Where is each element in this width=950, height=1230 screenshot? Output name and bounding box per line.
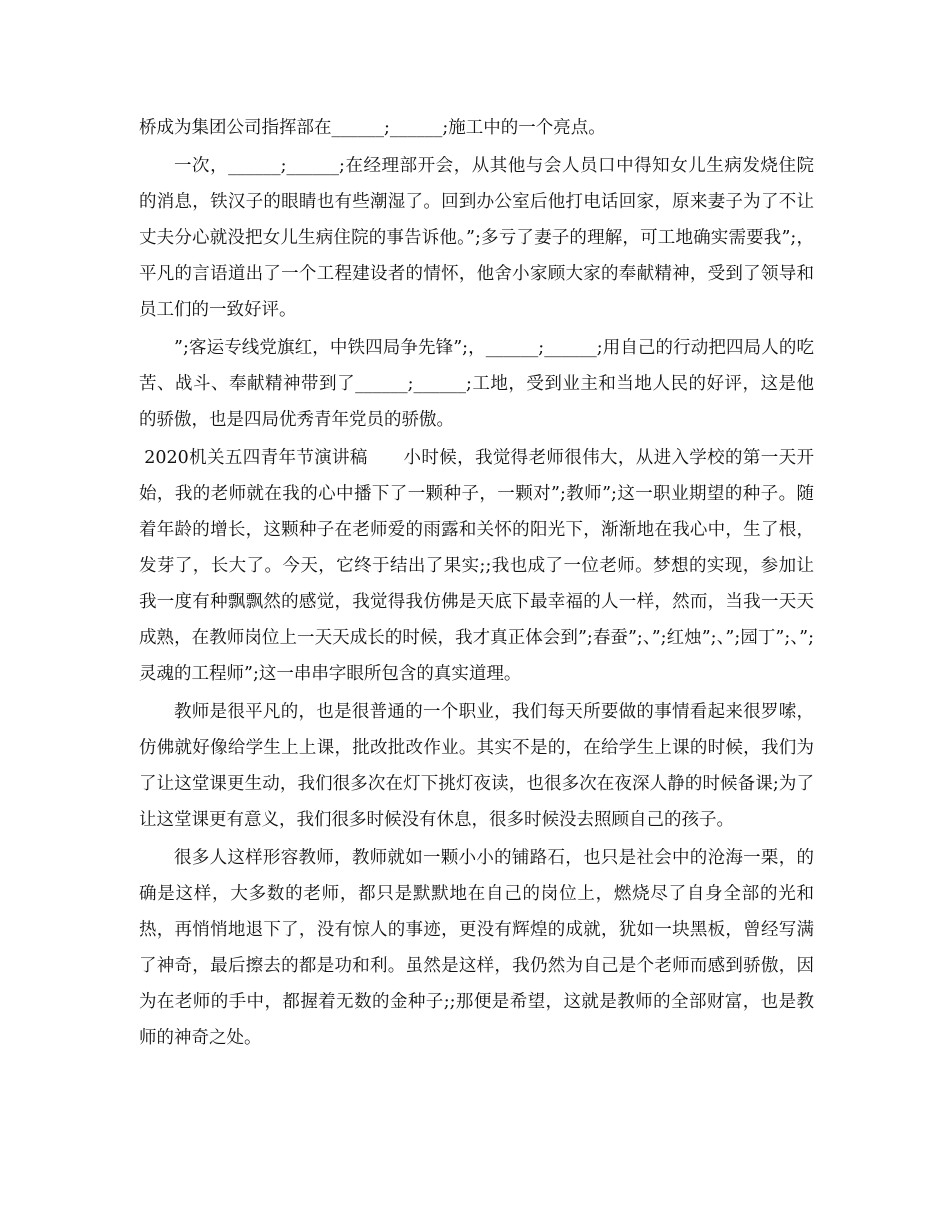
paragraph-1: 桥成为集团公司指挥部在______;______;施工中的一个亮点。 bbox=[139, 118, 606, 138]
paragraph-2: 一次，______;______;在经理部开会，从其他与会人员口中得知女儿生病发烧住院的消息，铁汉子的眼睛也有些潮湿了。回到办公室后他打电话回家，原来妻子为了不让丈夫分心就没把女儿生病住院的事告诉他。”;多亏了妻子的理解，可工地确实需要我”;，平凡的言语道出了一个工程建设者的情怀，他舍小家顾大家的奉献精神，受到了领导和员工们的一致好评。 bbox=[139, 156, 814, 320]
paragraph-3: ”;客运专线党旗红，中铁四局争先锋”;，______;______;用自己的行动把四局人的吃苦、战斗、奉献精神带到了______;______;工地，受到业主和当地人民的好评，这是他的骄傲，也是四局优秀青年党员的骄傲。 bbox=[139, 338, 814, 430]
paragraph-4: 2020机关五四青年节演讲稿 小时候，我觉得老师很伟大，从进入学校的第一天开始，我的老师就在我的心中播下了一颗种子，一颗对”;教师”;这一职业期望的种子。随着年龄的增长，这颗种子在老师爱的雨露和关怀的阳光下，渐渐地在我心中，生了根，发芽了，长大了。今天，它终于结出了果实;;我也成了一位老师。梦想的实现，参加让我一度有种飘飘然的感觉，我觉得我仿佛是天底下最幸福的人一样，然而，当我一天天成熟，在教师岗位上一天天成长的时候，我才真正体会到”;春蚕”;、”;红烛”;、”;园丁”;、”;灵魂的工程师”;这一串串字眼所包含的真实道理。 bbox=[139, 448, 814, 684]
paragraph-5: 教师是很平凡的，也是很普通的一个职业，我们每天所要做的事情看起来很罗嗦，仿佛就好像给学生上上课，批改批改作业。其实不是的，在给学生上课的时候，我们为了让这堂课更生动，我们很多次在灯下挑灯夜读，也很多次在夜深人静的时候备课;为了让这堂课更有意义，我们很多时候没有休息，很多时候没去照顾自己的孩子。 bbox=[139, 702, 814, 830]
paragraph-6: 很多人这样形容教师，教师就如一颗小小的铺路石，也只是社会中的沧海一栗，的确是这样，大多数的老师，都只是默默地在自己的岗位上，燃烧尽了自身全部的光和热，再悄悄地退下了，没有惊人的事迹，更没有辉煌的成就，犹如一块黑板，曾经写满了神奇，最后擦去的都是功和利。虽然是这样，我仍然为自己是个老师而感到骄傲，因为在老师的手中，都握着无数的金种子;;那便是希望，这就是教师的全部财富，也是教师的神奇之处。 bbox=[139, 848, 814, 1048]
document-page bbox=[139, 110, 814, 1058]
